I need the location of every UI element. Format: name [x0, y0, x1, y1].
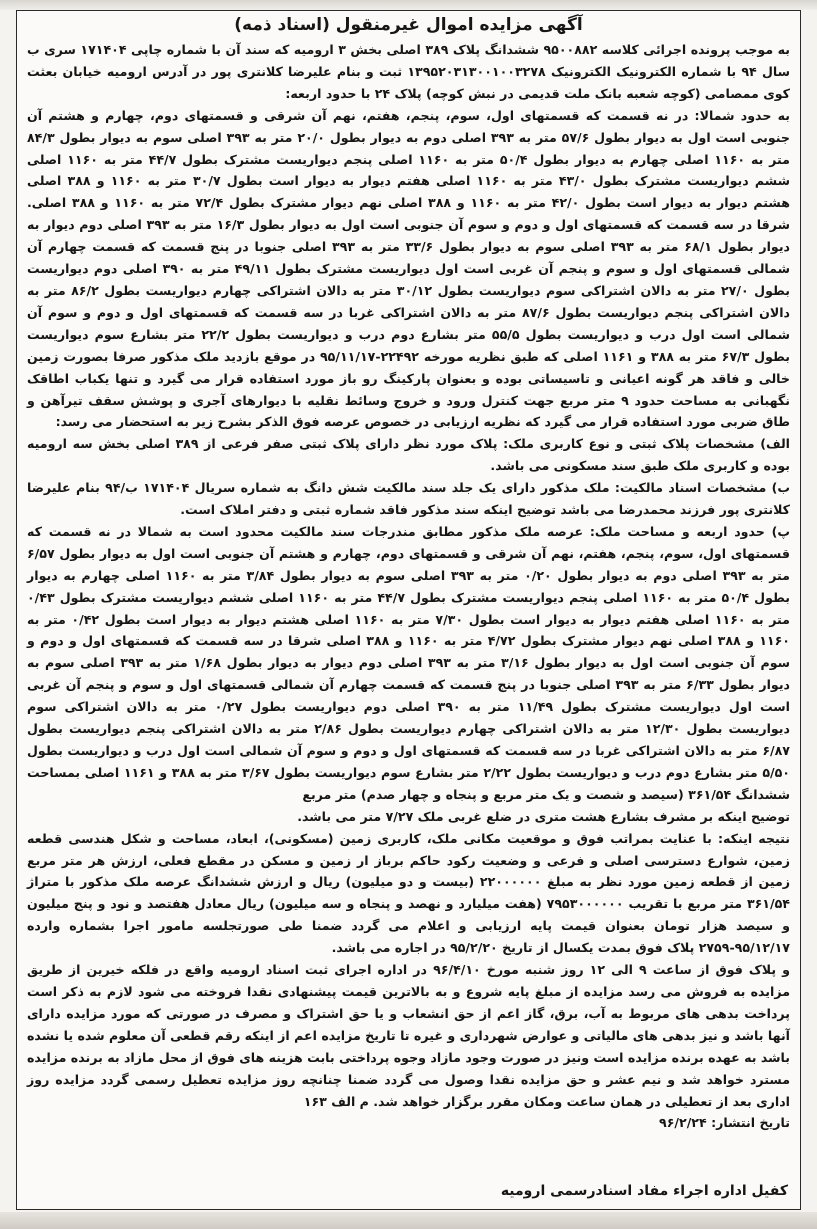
notice-paragraph-area: پ) حدود اربعه و مساحت ملک: عرصه ملک مذکور مطابق مندرجات سند مالکیت محدود است به شمالا در نه قسمت که قسمتهای اول، سوم، پنجم، هفتم، نهم آن شرقی و قسمتهای دوم، چهارم و هشتم آن جنوبی است اول به دیوار بطول ۶/۵۷ متر به ۳۹۳ اصلی دوم به دیوار بطول ۰/۲۰ متر به ۳۹۳ اصلی سوم به دیوار بطول ۳/۸۴ متر به ۱۱۶۰ اصلی چهارم به دیوار بطول ۵۰/۴ متر به ۱۱۶۰ اصلی پنجم دیواریست مشترک بطول ۴۴/۷ متر به ۱۱۶۰ اصلی ششم دیواریست مشترک بطول ۰/۴۳ متر به ۱۱۶۰ اصلی هفتم دیوار به دیوار است بطول ۷/۳۰ متر به ۱۱۶۰ اصلی هشتم دیوار به دیوار است بطول ۰/۴۲ متر به ۱۱۶۰ و ۳۸۸ اصلی نهم دیوار مشترک بطول ۴/۷۲ متر به ۱۱۶۰ و ۳۸۸ اصلی شرقا در سه قسمت که قسمتهای اول و دوم و سوم آن جنوبی است اول به دیوار بطول ۳/۱۶ متر به ۳۹۳ اصلی دوم دیوار به دیوار بطول ۱/۶۸ متر به ۳۹۳ اصلی سوم به دیوار بطول ۶/۳۳ متر به ۳۹۳ اصلی جنوبا در پنج قسمت که قسمت چهارم آن شمالی قسمتهای اول و سوم و پنجم آن غربی است اول دیواریست مشترک بطول ۱۱/۴۹ متر به ۳۹۰ اصلی دوم دیواریست بطول ۰/۲۷ متر به دالان اشتراکی سوم دیواریست بطول ۱۲/۳۰ متر به دالان اشتراکی چهارم دیواریست بطول ۲/۸۶ متر به دالان اشتراکی پنجم دیواریست بطول ۶/۸۷ متر به دالان اشتراکی غربا در سه قسمت که قسمتهای اول و دوم و سوم آن شمالی است اول درب و دیواریست بطول ۵/۵۰ متر بشارع دوم درب و دیواریست بطول ۲/۲۲ متر بشارع سوم دیواریست بطول ۳/۶۷ متر به ۳۸۸ و ۱۱۶۱ اصلی بمساحت ششدانگ ۳۶۱/۵۴ (سیصد و شصت و یک متر مربع و پنجاه و چهار صدم) متر مربع: [27, 523, 791, 802]
notice-paragraph-intro: به موجب پرونده اجرائی کلاسه ۹۵۰۰۸۸۲ ششدانگ پلاک ۳۸۹ اصلی بخش ۳ ارومیه که سند آن با شماره چاپی ۱۷۱۴۰۴ سری ب سال ۹۴ با شماره الکترونیک الکترونیک ۱۳۹۵۲۰۳۱۳۰۰۱۰۰۳۲۷۸ ثبت و بنام علیرضا کلانتری پور در آدرس ارومیه خیابان بعثت کوی ممصامی (کوچه شعبه بانک ملت قدیمی در نبش کوچه) پلاک ۲۴ با حدود اربعه:: [27, 42, 791, 101]
notice-paragraph-deed-info: ب) مشخصات اسناد مالکیت: ملک مذکور دارای یک جلد سند مالکیت شش دانگ به شماره سریال ۱۷۱۴۰۴ ب/۹۴ بنام علیرضا کلانتری پور فرزند محمدرضا می باشد توضیح اینکه سند مذکور فاقد شماره ثبتی و دفتر املاک است.: [27, 480, 791, 518]
clipping-top-edge: [0, 0, 817, 10]
notice-paragraph-boundaries: به حدود شمالا: در نه قسمت که قسمتهای اول، سوم، پنجم، هفتم، نهم آن شرقی و قسمتهای دوم، چهارم و هشتم آن جنوبی است اول به دیوار بطول ۵۷/۶ متر به ۳۹۳ اصلی دوم به دیوار بطول ۲۰/۰ متر به ۳۹۳ اصلی سوم به دیوار بطول ۸۴/۳ متر به ۱۱۶۰ اصلی چهارم به دیوار بطول ۵۰/۴ متر به ۱۱۶۰ اصلی پنجم دیواریست مشترک بطول ۴۴/۷ متر به ۱۱۶۰ اصلی ششم دیواریست مشترک بطول ۴۳/۰ متر به ۱۱۶۰ اصلی هفتم دیوار به دیوار است بطول ۳۰/۷ متر به ۱۱۶۰ و ۳۸۸ اصلی هشتم دیوار به دیوار است بطول ۴۲/۰ متر به ۱۱۶۰ و ۳۸۸ اصلی نهم دیوار مشترک بطول ۷۲/۴ متر به ۱۱۶۰ و ۳۸۸ اصلی. شرقا در سه قسمت که قسمتهای اول و دوم و سوم آن جنوبی است اول به دیوار بطول ۱۶/۳ متر به ۳۹۳ اصلی دوم دیوار به دیوار بطول ۶۸/۱ متر به ۳۹۳ اصلی سوم به دیوار بطول ۳۳/۶ متر به ۳۹۳ اصلی جنوبا در پنج قسمت که قسمت چهارم آن شمالی قسمتهای اول و سوم و پنجم آن غربی است اول دیواریست مشترک بطول ۴۹/۱۱ متر به ۳۹۰ اصلی دوم دیواریست بطول ۲۷/۰ متر به دالان اشتراکی سوم دیواریست بطول ۳۰/۱۲ متر به دالان اشتراکی چهارم دیواریست بطول ۸۶/۲ متر به دالان اشتراکی پنجم دیواریست بطول ۸۷/۶ متر به دالان اشتراکی غربا در سه قسمت که قسمتهای اول و دوم و سوم آن شمالی است اول درب و دیواریست بطول ۵۵/۵ متر بشارع دوم درب و دیواریست بطول ۲۲/۲ متر بشارع سوم دیواریست بطول ۶۷/۳ متر به ۳۸۸ و ۱۱۶۱ اصلی که طبق نظریه مورخه ۲۲۴۹۲-۹۵/۱۱/۱۷ در موقع بازدید ملک مذکور صرفا بصورت زمین خالی و فاقد هر گونه اعیانی و تاسیساتی بوده و بعنوان پارکینگ رو باز مورد استفاده قرار می گیرد و تنها یکباب اطاقک نگهبانی به مساحت حدود ۹ متر مربع جهت کنترل ورود و خروج وسائط نقلیه با دیوارهای آجری و پوشش سقف تیرآهن و طاق ضربی مورد استفاده قرار می گیرد که نظریه ارزیابی در خصوص عرصه فوق الذکر بشرح زیر به استحضار می رسد:: [27, 107, 791, 430]
notice-paragraph-frontage: توضیح اینکه بر مشرف بشارع هشت متری در ضلع غربی ملک ۷/۲۷ متر می باشد.: [297, 808, 790, 824]
notice-paragraph-auction-terms: و پلاک فوق از ساعت ۹ الی ۱۲ روز شنبه مورخ ۹۶/۴/۱۰ در اداره اجرای ثبت اسناد ارومیه واقع در فلکه خیرین از طریق مزایده به فروش می رسد مزایده از مبلغ پایه شروع و به بالاترین قیمت پیشنهادی نقدا فروخته می شود لازم به ذکر است پرداخت بدهی های مربوط به آب، برق، گاز اعم از حق انشعاب و یا حق اشتراک و مصرف در صورتی که مورد مزایده دارای آنها باشد و نیز بدهی های مالیاتی و عوارض شهرداری و غیره تا تاریخ مزایده اعم از اینکه رقم قطعی آن معلوم شده یا نشده باشد به عهده برنده مزایده است ونیز در صورت وجود مازاد وجوه پرداختی بابت هزینه های فوق از محل مازاد به برنده مزایده مسترد خواهد شد و نیم عشر و حق مزایده نقدا وصول می گردد ضمنا چنانچه روز مزایده تعطیل رسمی گردد مزایده روز اداری بعد از تعطیلی در همان ساعت ومکان مقرر برگزار خواهد شد. م الف ۱۶۳: [27, 962, 790, 1109]
notice-frame: [16, 10, 801, 1210]
notice-signature: کفیل اداره اجراء مفاد اسنادرسمی ارومیه: [500, 1183, 788, 1199]
notice-paragraph-plate-info: الف) مشخصات پلاک ثبتی و نوع کاربری ملک: پلاک مورد نظر دارای پلاک ثبتی صفر فرعی از ۳۸۹ اصلی بخش سه ارومیه بوده و کاربری ملک طبق سند مسکونی می باشد.: [27, 436, 790, 474]
clipping-bottom-edge: [0, 1212, 817, 1229]
notice-title: آگهی مزایده اموال غیرمنقول (اسناد ذمه): [234, 15, 583, 35]
notice-publish-date: تاریخ انتشار: ۹۶/۲/۲۴: [659, 1115, 790, 1131]
notice-paragraph-valuation: نتیجه اینکه: با عنایت بمراتب فوق و موقعیت مکانی ملک، کاربری زمین (مسکونی)، ابعاد، مساحت و شکل هندسی قطعه زمین، شوارع دسترسی اصلی و فرعی و وضعیت رکود حاکم برباز ار زمین و مسکن در مقطع فعلی، ارزش هر متر مربع زمین از قطعه زمین مورد نظر به مبلغ ۲۲۰۰۰۰۰۰ (بیست و دو میلیون) ریال و ارزش ششدانگ عرصه ملک مذکور با متراژ ۳۶۱/۵۴ متر مربع با تقریب ۷۹۵۳۰۰۰۰۰۰ (هفت میلیارد و نهصد و پنجاه و سه میلیون) ریال معادل هفتصد و نود و پنج میلیون و سیصد هزار تومان بعنوان قیمت پایه ارزیابی و اعلام می گردد ضمنا طی صورتجلسه مامور اجرا بشماره وارده ۹۵/۱۲/۱۷-۲۷۵۹ پلاک فوق بمدت یکسال از تاریخ ۹۵/۲/۲۰ در اجاره می باشد.: [27, 830, 791, 956]
notice-body: [27, 39, 790, 1134]
